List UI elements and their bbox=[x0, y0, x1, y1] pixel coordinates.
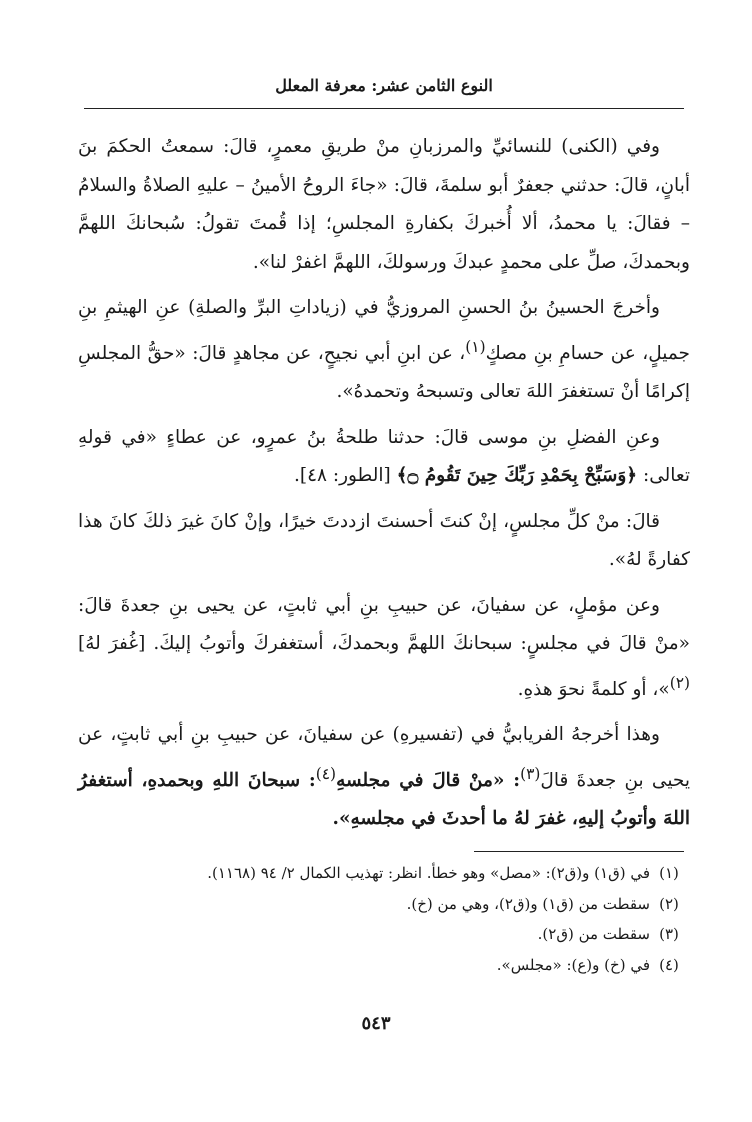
paragraph-5-text-a: وعن مؤملٍ، عن سفيانَ، عن حبيبِ بنِ أبي ثابتٍ، عن يحيى بنِ جعدةَ قالَ: «منْ قالَ في مجلسٍ: سبحانكَ اللهمَّ وبحمدكَ، أستغفركَ وأتوبُ إليكَ. [غُفرَ لهُ] bbox=[78, 594, 690, 655]
main-text bbox=[78, 128, 690, 846]
paragraph-6 bbox=[78, 716, 690, 839]
paragraph-5 bbox=[78, 587, 690, 710]
footnote-number: (١) bbox=[659, 864, 679, 882]
paragraph-6-text-c: : سبحانَ اللهِ وبحمدهِ، أستغفرُ اللهَ وأتوبُ إليهِ، غفرَ لهُ ما أحدثَ في مجلسهِ». bbox=[78, 769, 690, 830]
footnote-ref-1[interactable]: (١) bbox=[465, 337, 486, 356]
footnote-separator bbox=[474, 851, 684, 852]
verse-citation: [الطور: ٤٨]. bbox=[293, 465, 391, 487]
paragraph-5-text-b: »، أو كلمةً نحوَ هذهِ. bbox=[517, 678, 670, 700]
footnote-ref-2[interactable]: (٢) bbox=[669, 673, 690, 692]
footnote-text: سقطت من (ق٢). bbox=[537, 925, 650, 943]
paragraph-4-text: قالَ: منْ كلِّ مجلسٍ، إنْ كنتَ أحسنتَ ازددتَ خيرًا، وإنْ كانَ غيرَ ذلكَ كانَ هذا كفارةً لهُ». bbox=[78, 510, 690, 571]
paragraph-3-text: وعنِ الفضلِ بنِ موسى قالَ: حدثنا طلحةُ بنُ عمرٍو، عن عطاءٍ «في قولهِ تعالى: bbox=[78, 426, 690, 487]
paragraph-6-text-b: : «منْ قالَ في مجلسهِ bbox=[336, 769, 521, 791]
footnote bbox=[78, 950, 688, 981]
footnotes bbox=[78, 858, 688, 980]
footnote-number: (٣) bbox=[659, 925, 679, 943]
footnote-ref-3[interactable]: (٣) bbox=[520, 764, 541, 783]
footnote-text: في (خ) و(ع): «مجلس». bbox=[496, 955, 650, 974]
page-number: ٥٤٣ bbox=[361, 1013, 391, 1034]
footnote bbox=[78, 889, 688, 920]
footnote-number: (٤) bbox=[659, 955, 679, 974]
paragraph-6-text-a: وهذا أخرجهُ الفريابيُّ في (تفسيرهِ) عن سفيانَ، عن حبيبِ بنِ أبي ثابتٍ، عن يحيى بنِ جعدةَ قالَ bbox=[78, 724, 691, 791]
quran-verse: ﴿وَسَبِّحْ بِحَمْدِ رَبِّكَ حِينَ تَقُومُ ۝﴾ bbox=[396, 465, 638, 487]
paragraph-3 bbox=[78, 419, 690, 496]
paragraph-2-text-b: ، عن ابنِ أبي نجيحٍ، عن مجاهدٍ قالَ: «حقُّ المجلسِ إكرامًا أنْ تستغفرَ اللهَ تعالى وتسبحهُ وتحمدهُ». bbox=[78, 342, 690, 403]
paragraph-1 bbox=[78, 128, 690, 282]
header-rule bbox=[84, 108, 684, 109]
paragraph-2-text-a: وأخرجَ الحسينُ بنُ الحسنِ المروزيُّ في (زياداتِ البرِّ والصلةِ) عنِ الهيثمِ بنِ جميلٍ، عن حسامِ بنِ مصكٍ bbox=[78, 297, 690, 364]
footnote-ref-4[interactable]: (٤) bbox=[315, 764, 337, 783]
footnote-number: (٢) bbox=[659, 894, 679, 913]
paragraph-1-text: وفي (الكنى) للنسائيِّ والمرزبانِ منْ طريقِ معمرٍ، قالَ: سمعتُ الحكمَ بنَ أبانٍ، قالَ: حدثني جعفرٌ أبو سلمةَ، قالَ: «جاءَ الروحُ الأمينُ – عليهِ الصلاةُ والسلامُ – فقالَ: يا محمدُ، ألا أُخبركَ بكفارةِ المجلسِ؛ إذا قُمتَ تقولُ: سُبحانكَ اللهمَّ وبحمدكَ، صلِّ على محمدٍ عبدكَ ورسولكَ، اللهمَّ اغفرْ لنا». bbox=[78, 136, 690, 273]
footnote-text: سقطت من (ق١) و(ق٢)، وهي من (خ). bbox=[406, 894, 650, 913]
paragraph-4 bbox=[78, 503, 690, 580]
footnote bbox=[78, 858, 688, 889]
footnote bbox=[78, 919, 688, 950]
paragraph-2 bbox=[78, 289, 690, 412]
footnote-text: في (ق١) و(ق٢): «مصل» وهو خطأ. انظر: تهذيب الكمال ٢/ ٩٤ (١١٦٨). bbox=[207, 864, 650, 882]
running-title: النوع الثامن عشر: معرفة المعلل bbox=[275, 76, 493, 95]
